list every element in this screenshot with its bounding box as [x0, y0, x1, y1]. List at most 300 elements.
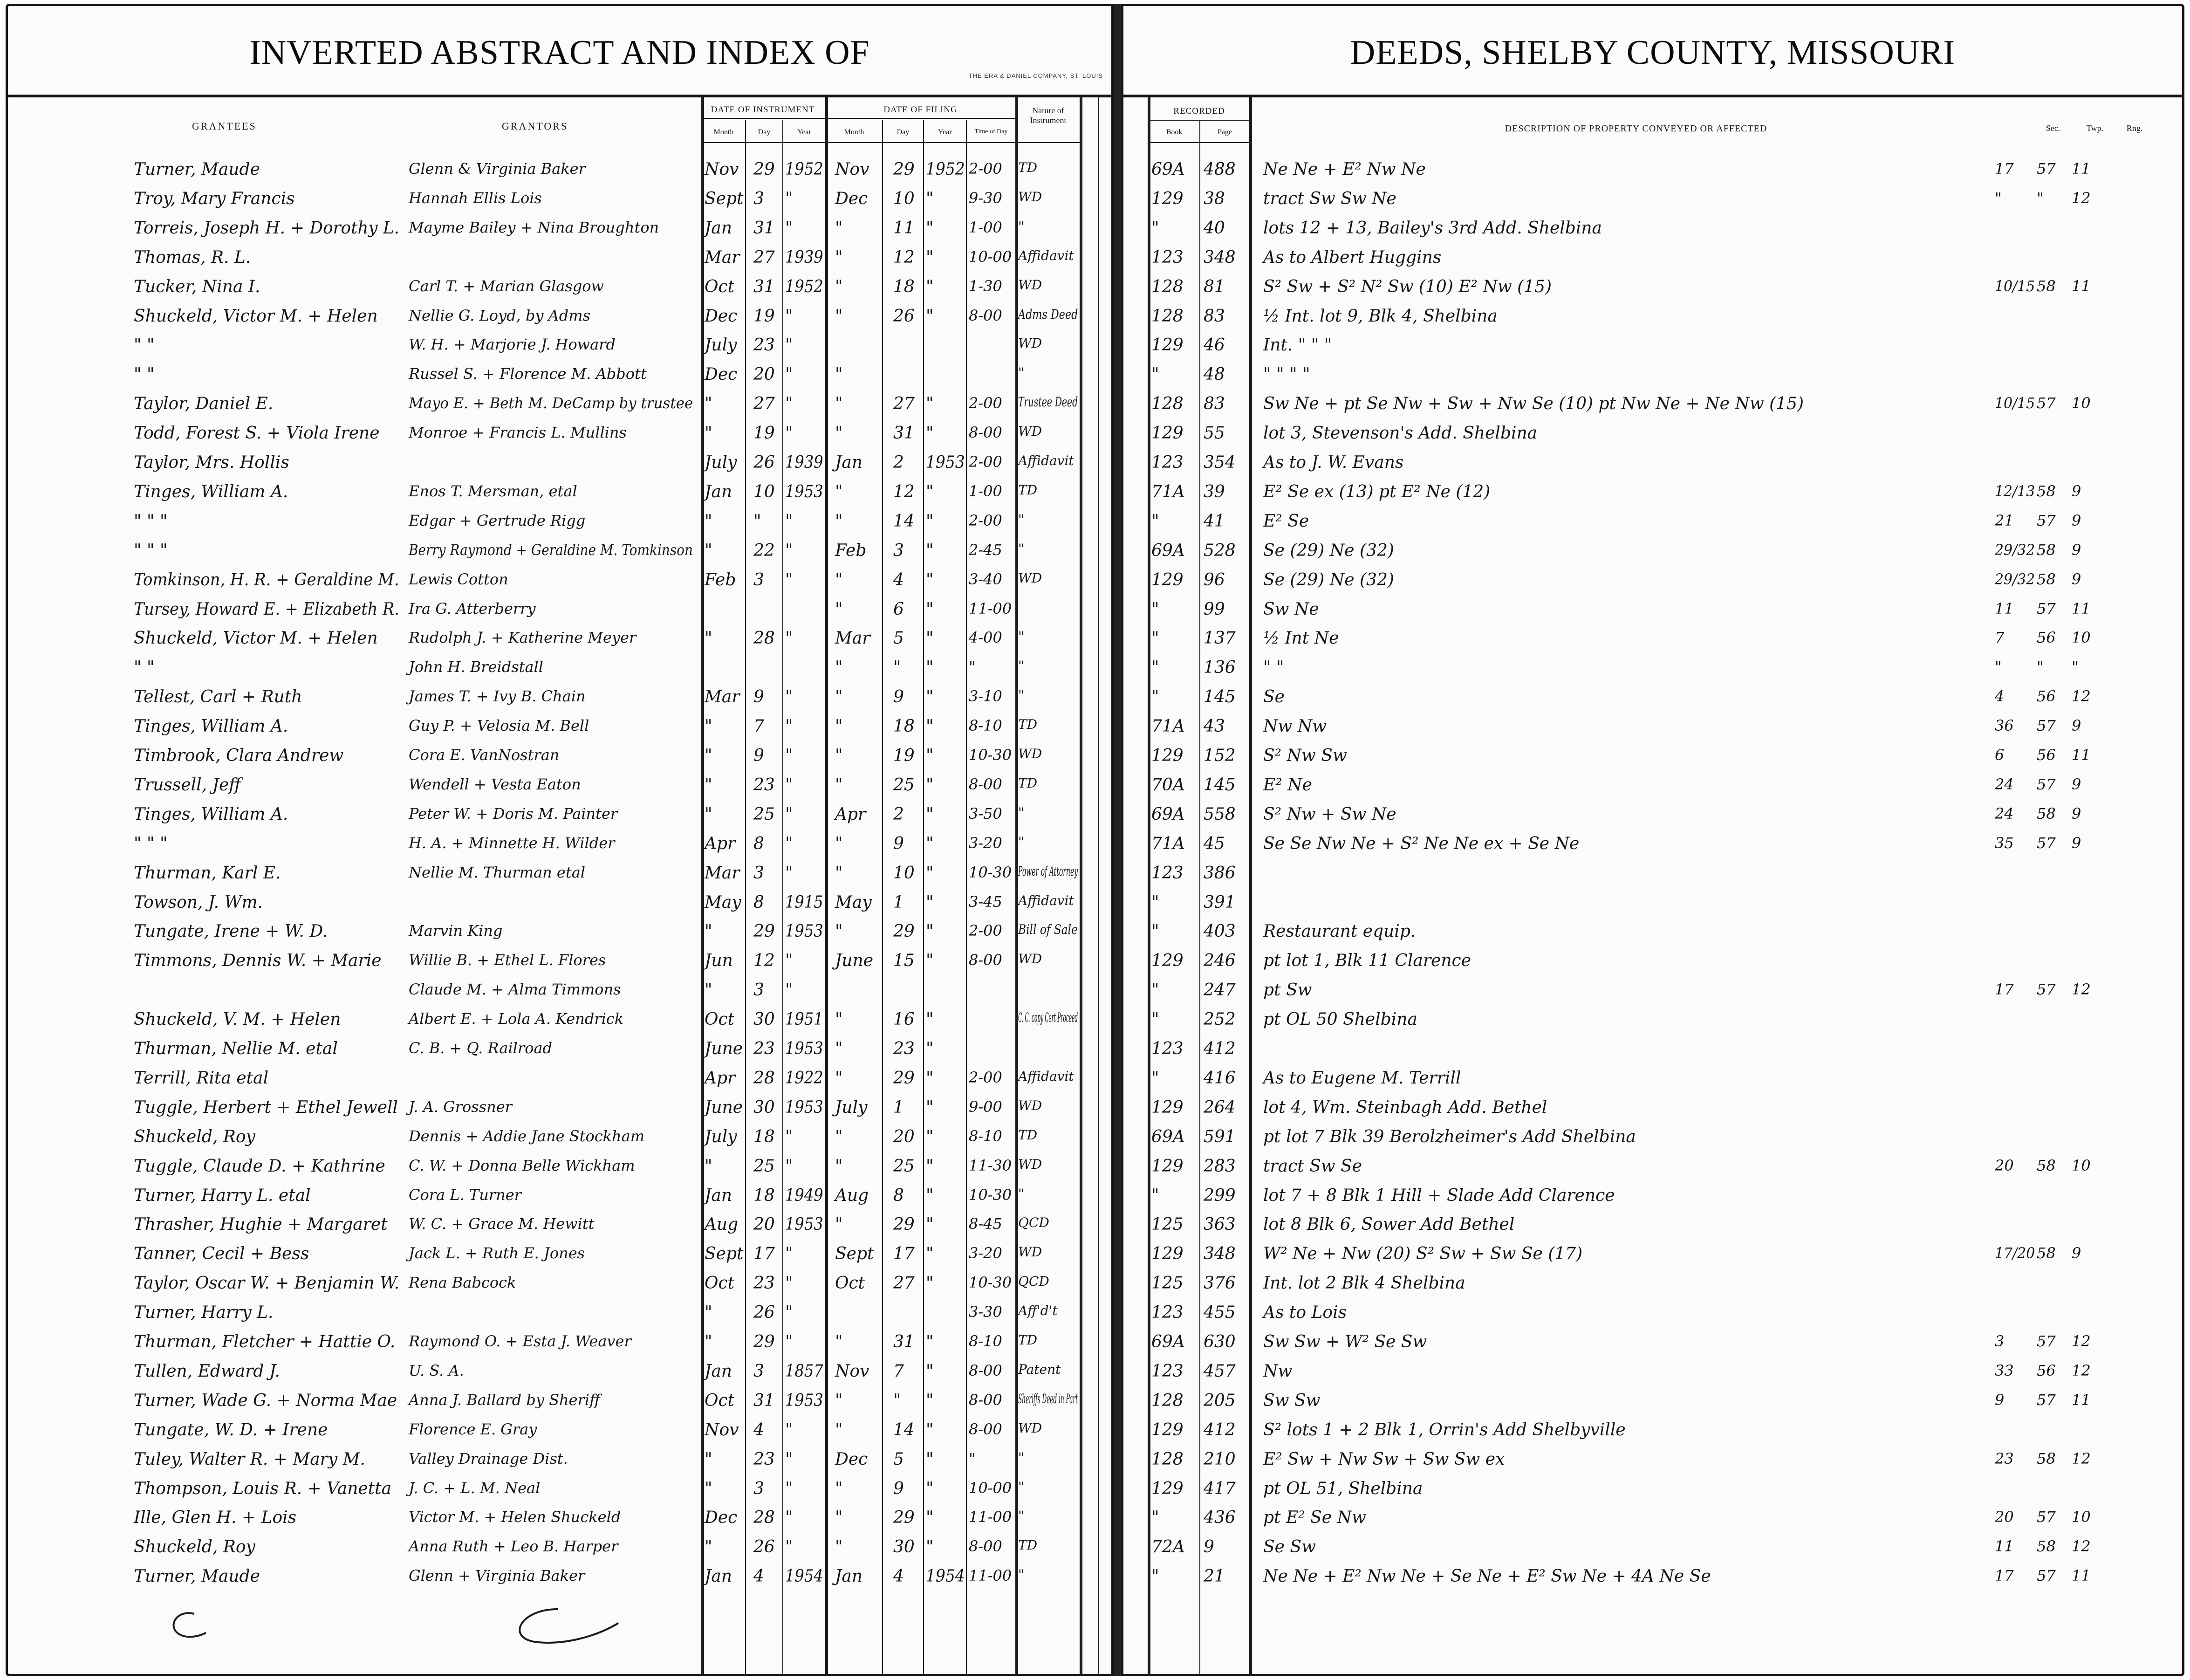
- instrument-month-cell: Oct: [705, 1274, 735, 1293]
- description-cell: S² Sw + S² N² Sw (10) E² Nw (15): [1263, 277, 1552, 296]
- rng-header: Rng.: [2126, 123, 2143, 133]
- description-cell: Nw Nw: [1263, 717, 1327, 736]
- time-of-day-cell: 8-10: [969, 1127, 1002, 1145]
- sec-cell: 20: [1995, 1156, 2014, 1174]
- instrument-day-cell: 4: [753, 1567, 764, 1586]
- filing-year-cell: ": [926, 834, 934, 853]
- instrument-year-cell: ": [785, 1449, 793, 1469]
- page-cell: 488: [1204, 160, 1236, 179]
- filing-day-cell: 15: [893, 951, 915, 971]
- grantor-cell: Wendell + Vesta Eaton: [409, 775, 581, 793]
- page-cell: 528: [1204, 541, 1236, 560]
- filing-day-cell: 27: [893, 394, 915, 414]
- time-of-day-cell: ": [969, 1449, 976, 1467]
- book-cell: 72A: [1151, 1537, 1185, 1557]
- filing-month-cell: ": [835, 1156, 843, 1176]
- book-cell: 69A: [1151, 1127, 1185, 1146]
- instrument-year-cell: ": [785, 775, 793, 795]
- pen-flourish-2: [502, 1605, 623, 1646]
- sec-cell: 12/13: [1995, 482, 2035, 500]
- description-cell: S² lots 1 + 2 Blk 1, Orrin's Add Shelbyville: [1263, 1420, 1626, 1440]
- instrument-month-cell: May: [705, 892, 741, 912]
- left-title-bar: [8, 6, 1111, 97]
- filing-month-cell: ": [835, 1068, 843, 1088]
- time-of-day-cell: 1-00: [969, 218, 1002, 236]
- instrument-year-cell: ": [785, 1156, 793, 1176]
- twp-cell: 57: [2037, 1332, 2056, 1350]
- instrument-day-cell: 23: [753, 775, 775, 795]
- grantor-cell: W. C. + Grace M. Hewitt: [409, 1215, 595, 1233]
- rule-page-desc: [1249, 97, 1252, 1674]
- inst-year-header: Year: [797, 128, 811, 136]
- instrument-month-cell: Jan: [705, 1567, 732, 1586]
- filing-year-cell: ": [926, 189, 934, 208]
- filing-month-cell: ": [835, 1215, 843, 1234]
- page-header: Page: [1217, 128, 1232, 136]
- sec-cell: 17: [1995, 160, 2014, 178]
- description-cell: S² Nw Sw: [1263, 746, 1347, 765]
- book-cell: 123: [1151, 453, 1184, 472]
- filing-month-cell: June: [835, 951, 874, 971]
- nature-cell: QCD: [1018, 1274, 1049, 1289]
- instrument-year-cell: 1951: [785, 1010, 823, 1029]
- sec-cell: 11: [1995, 599, 2014, 617]
- filing-month-cell: ": [835, 1508, 843, 1528]
- nature-cell: Affidavit: [1018, 453, 1074, 468]
- book-cell: ": [1151, 1567, 1159, 1586]
- instrument-day-cell: 7: [753, 717, 764, 736]
- grantee-cell: Troy, Mary Francis: [134, 189, 295, 208]
- instrument-month-cell: Dec: [705, 306, 738, 326]
- description-cell: As to J. W. Evans: [1263, 453, 1404, 472]
- filing-day-cell: 9: [893, 687, 904, 707]
- instrument-month-cell: Dec: [705, 1508, 738, 1528]
- instrument-day-cell: 30: [753, 1010, 775, 1029]
- filing-month-cell: ": [835, 717, 843, 736]
- instrument-day-cell: 23: [753, 1039, 775, 1058]
- filing-year-cell: ": [926, 277, 934, 296]
- instrument-year-cell: 1953: [785, 1097, 823, 1117]
- instrument-year-cell: ": [785, 189, 793, 208]
- instrument-day-cell: 19: [753, 306, 775, 326]
- filing-year-cell: ": [926, 1420, 934, 1440]
- instrument-year-cell: ": [785, 834, 793, 853]
- filing-year-cell: ": [926, 1391, 934, 1410]
- instrument-day-cell: 19: [753, 424, 775, 443]
- filing-day-cell: 6: [893, 599, 904, 619]
- rng-cell: 12: [2072, 189, 2091, 207]
- instrument-day-cell: 23: [753, 1274, 775, 1293]
- filing-day-cell: 5: [893, 629, 904, 648]
- grantor-cell: Edgar + Gertrude Rigg: [409, 511, 586, 529]
- grantee-cell: Ille, Glen H. + Lois: [134, 1508, 297, 1528]
- instrument-day-cell: 28: [753, 629, 775, 648]
- instrument-month-cell: ": [705, 541, 712, 560]
- description-cell: Se Se Nw Ne + S² Ne Ne ex + Se Ne: [1263, 834, 1580, 853]
- book-gutter: [1114, 4, 1121, 1676]
- filing-year-cell: ": [926, 1449, 934, 1469]
- sec-cell: ": [1995, 658, 2002, 676]
- rng-cell: 10: [2072, 1508, 2091, 1526]
- filing-month-cell: July: [835, 1097, 868, 1117]
- page-cell: 283: [1204, 1156, 1236, 1176]
- book-cell: 123: [1151, 1039, 1184, 1058]
- sec-cell: 21: [1995, 511, 2014, 529]
- instrument-year-cell: ": [785, 981, 793, 1000]
- instrument-day-cell: 29: [753, 922, 775, 941]
- filing-month-cell: ": [835, 247, 843, 267]
- grantor-cell: J. A. Grossner: [409, 1097, 512, 1116]
- grantee-cell: Thrasher, Hughie + Margaret: [134, 1215, 388, 1234]
- instrument-month-cell: Mar: [705, 247, 740, 267]
- grantors-header: GRANTORS: [502, 120, 568, 132]
- instrument-month-cell: ": [705, 981, 712, 1000]
- filing-year-cell: ": [926, 424, 934, 443]
- page-cell: 299: [1204, 1186, 1236, 1205]
- instrument-year-cell: ": [785, 863, 793, 883]
- instrument-month-cell: Aug: [705, 1215, 739, 1234]
- instrument-month-cell: Jan: [705, 218, 732, 238]
- rule-inst-day: [782, 120, 783, 1674]
- filing-year-cell: ": [926, 1068, 934, 1088]
- ledger-book: [6, 4, 2184, 1676]
- grantee-cell: Taylor, Mrs. Hollis: [134, 453, 289, 472]
- book-cell: ": [1151, 1186, 1159, 1205]
- twp-cell: 58: [2037, 1537, 2056, 1556]
- grantee-cell: " ": [134, 336, 155, 355]
- twp-cell: 58: [2037, 1244, 2056, 1262]
- filing-day-cell: 7: [893, 1361, 904, 1381]
- right-title-bar: [1123, 6, 2182, 97]
- nature-cell: TD: [1018, 482, 1038, 498]
- grantee-cell: Shuckeld, Victor M. + Helen: [134, 629, 378, 648]
- rule-filing-nature: [1015, 97, 1018, 1674]
- book-cell: ": [1151, 892, 1159, 912]
- description-cell: W² Ne + Nw (20) S² Sw + Sw Se (17): [1263, 1244, 1583, 1264]
- instrument-month-cell: June: [705, 1039, 743, 1058]
- instrument-month-cell: Oct: [705, 1391, 735, 1410]
- description-cell: pt lot 7 Blk 39 Berolzheimer's Add Shelbina: [1263, 1127, 1636, 1146]
- rng-cell: 11: [2072, 746, 2091, 764]
- time-of-day-cell: 1-30: [969, 277, 1002, 295]
- filing-day-cell: 19: [893, 746, 915, 765]
- grantor-cell: Marvin King: [409, 922, 503, 940]
- nature-cell: Affidavit: [1018, 1068, 1074, 1084]
- instrument-year-cell: ": [785, 541, 793, 560]
- description-cell: Ne Ne + E² Nw Ne: [1263, 160, 1426, 179]
- grantor-cell: Monroe + Francis L. Mullins: [409, 424, 627, 442]
- instrument-year-cell: ": [785, 218, 793, 238]
- filing-day-cell: 20: [893, 1127, 915, 1146]
- instrument-day-cell: 17: [753, 1244, 775, 1264]
- page-cell: 391: [1204, 892, 1236, 912]
- grantee-cell: Tuggle, Herbert + Ethel Jewell: [134, 1097, 398, 1117]
- instrument-month-cell: ": [705, 394, 712, 414]
- instrument-month-cell: July: [705, 336, 737, 355]
- sec-header: Sec.: [2046, 123, 2060, 133]
- nature-cell: ": [1018, 1508, 1024, 1524]
- rng-cell: 11: [2072, 1567, 2091, 1585]
- rng-cell: 9: [2072, 541, 2081, 559]
- filing-day-cell: 30: [893, 1537, 915, 1557]
- twp-cell: 57: [2037, 511, 2056, 529]
- rule-file-month: [882, 120, 883, 1674]
- nature-cell: TD: [1018, 1127, 1038, 1143]
- filing-year-cell: ": [926, 1332, 934, 1351]
- instrument-day-cell: 3: [753, 981, 764, 1000]
- description-header: DESCRIPTION OF PROPERTY CONVEYED OR AFFECTED: [1505, 123, 1767, 134]
- instrument-day-cell: 18: [753, 1186, 775, 1205]
- filing-day-cell: 29: [893, 160, 915, 179]
- rng-cell: 9: [2072, 511, 2081, 529]
- filing-day-cell: 27: [893, 1274, 915, 1293]
- description-cell: pt OL 51, Shelbina: [1263, 1479, 1423, 1498]
- filing-day-cell: 25: [893, 1156, 915, 1176]
- filing-month-cell: ": [835, 1332, 843, 1351]
- filing-day-cell: 26: [893, 306, 915, 326]
- instrument-day-cell: 18: [753, 1127, 775, 1146]
- grantee-cell: Trussell, Jeff: [134, 775, 241, 795]
- instrument-year-cell: 1857: [785, 1361, 823, 1381]
- filing-year-cell: ": [926, 482, 934, 501]
- grantor-cell: Nellie G. Loyd, by Adms: [409, 306, 591, 324]
- time-of-day-cell: 3-50: [969, 804, 1002, 823]
- filing-year-cell: ": [926, 1156, 934, 1176]
- page-cell: 412: [1204, 1039, 1236, 1058]
- nature-cell: ": [1018, 1186, 1024, 1201]
- twp-cell: 57: [2037, 717, 2056, 735]
- page-cell: 39: [1204, 482, 1225, 501]
- instrument-day-cell: 10: [753, 482, 775, 501]
- instrument-day-cell: 28: [753, 1508, 775, 1528]
- filing-day-cell: 4: [893, 1567, 904, 1586]
- book-cell: ": [1151, 1010, 1159, 1029]
- nature-cell: ": [1018, 629, 1024, 645]
- time-of-day-cell: 2-00: [969, 922, 1002, 940]
- instrument-month-cell: ": [705, 511, 712, 531]
- filing-month-cell: ": [835, 277, 843, 296]
- instrument-month-cell: Apr: [705, 834, 736, 853]
- instrument-month-cell: ": [705, 424, 712, 443]
- grantor-cell: Anna J. Ballard by Sheriff: [409, 1391, 600, 1409]
- book-cell: 125: [1151, 1274, 1184, 1293]
- grantor-cell: Russel S. + Florence M. Abbott: [409, 365, 647, 383]
- instrument-month-cell: ": [705, 804, 712, 824]
- twp-cell: 56: [2037, 629, 2056, 647]
- instrument-day-cell: 29: [753, 1332, 775, 1351]
- page-cell: 81: [1204, 277, 1225, 296]
- instrument-month-cell: Dec: [705, 365, 738, 384]
- inst-month-header: Month: [713, 128, 734, 136]
- instrument-year-cell: ": [785, 511, 793, 531]
- description-cell: Se: [1263, 687, 1285, 707]
- rule-nature-end: [1080, 97, 1082, 1674]
- sec-cell: 24: [1995, 804, 2014, 823]
- grantor-cell: Glenn + Virginia Baker: [409, 1567, 585, 1585]
- instrument-day-cell: 30: [753, 1097, 775, 1117]
- instrument-year-cell: 1953: [785, 482, 823, 501]
- instrument-year-cell: ": [785, 306, 793, 326]
- instrument-year-cell: ": [785, 336, 793, 355]
- filing-month-cell: ": [835, 511, 843, 531]
- filing-month-cell: ": [835, 1391, 843, 1410]
- book-cell: 123: [1151, 1361, 1184, 1381]
- twp-cell: 56: [2037, 1361, 2056, 1379]
- time-of-day-cell: 10-30: [969, 746, 1012, 764]
- instrument-month-cell: Apr: [705, 1068, 736, 1088]
- filing-day-cell: 16: [893, 1010, 915, 1029]
- grantee-cell: " ": [134, 658, 155, 678]
- description-cell: Se Sw: [1263, 1537, 1316, 1557]
- grantor-cell: John H. Breidstall: [409, 658, 544, 676]
- rule-margin: [1098, 97, 1099, 1674]
- grantee-cell: Tullen, Edward J.: [134, 1361, 280, 1381]
- filing-month-cell: ": [835, 687, 843, 707]
- twp-cell: 57: [2037, 394, 2056, 412]
- grantee-cell: Shuckeld, Roy: [134, 1537, 255, 1557]
- grantee-cell: Tucker, Nina I.: [134, 277, 260, 296]
- description-cell: tract Sw Se: [1263, 1156, 1362, 1176]
- filing-day-cell: 10: [893, 863, 915, 883]
- time-of-day-cell: 10-30: [969, 1274, 1012, 1292]
- instrument-year-cell: 1953: [785, 1215, 823, 1234]
- page-cell: 247: [1204, 981, 1236, 1000]
- instrument-month-cell: Jun: [705, 951, 733, 971]
- page-cell: 348: [1204, 247, 1236, 267]
- sec-cell: 23: [1995, 1449, 2014, 1467]
- grantor-cell: Valley Drainage Dist.: [409, 1449, 568, 1467]
- filing-year-cell: ": [926, 1127, 934, 1146]
- description-cell: Restaurant equip.: [1263, 922, 1416, 941]
- description-cell: Nw: [1263, 1361, 1293, 1381]
- description-cell: ½ Int. lot 9, Blk 4, Shelbina: [1263, 306, 1498, 326]
- filing-year-cell: ": [926, 570, 934, 590]
- time-of-day-cell: 8-00: [969, 1537, 1002, 1556]
- nature-cell: ": [1018, 834, 1024, 850]
- time-of-day-cell: 2-00: [969, 1068, 1002, 1086]
- filing-month-cell: ": [835, 365, 843, 384]
- grantee-cell: Thurman, Fletcher + Hattie O.: [134, 1332, 396, 1351]
- grantee-cell: Turner, Maude: [134, 1567, 260, 1586]
- instrument-day-cell: 28: [753, 1068, 775, 1088]
- page-cell: 21: [1204, 1567, 1225, 1586]
- rule-inst-filing: [825, 97, 828, 1674]
- grantor-cell: Mayo E. + Beth M. DeCamp by trustee: [409, 394, 693, 412]
- page-cell: 43: [1204, 717, 1225, 736]
- instrument-month-cell: ": [705, 922, 712, 941]
- book-cell: ": [1151, 981, 1159, 1000]
- grantor-cell: Glenn & Virginia Baker: [409, 160, 586, 178]
- instrument-day-cell: 20: [753, 1215, 775, 1234]
- filing-day-cell: 9: [893, 834, 904, 853]
- grantor-cell: Florence E. Gray: [409, 1420, 537, 1438]
- book-cell: 69A: [1151, 160, 1185, 179]
- page-cell: 417: [1204, 1479, 1236, 1498]
- instrument-year-cell: 1939: [785, 453, 823, 472]
- description-cell: Sw Ne: [1263, 599, 1319, 619]
- book-cell: 129: [1151, 1244, 1184, 1264]
- instrument-year-cell: ": [785, 1274, 793, 1293]
- rng-cell: 10: [2072, 1156, 2091, 1174]
- filing-day-cell: 29: [893, 1508, 915, 1528]
- page-cell: 136: [1204, 658, 1236, 678]
- book-header: Book: [1166, 128, 1183, 136]
- instrument-day-cell: 22: [753, 541, 775, 560]
- twp-header: Twp.: [2086, 123, 2104, 133]
- page-cell: 83: [1204, 394, 1225, 414]
- book-cell: 69A: [1151, 804, 1185, 824]
- filing-month-cell: ": [835, 306, 843, 326]
- page-cell: 83: [1204, 306, 1225, 326]
- grantee-cell: Tomkinson, H. R. + Geraldine M.: [134, 570, 399, 590]
- rng-cell: 12: [2072, 1361, 2091, 1379]
- page-cell: 46: [1204, 336, 1225, 355]
- rng-cell: 11: [2072, 277, 2091, 295]
- book-cell: ": [1151, 218, 1159, 238]
- nature-cell: Adms Deed: [1018, 306, 1078, 322]
- sec-cell: 36: [1995, 717, 2014, 735]
- filing-day-cell: ": [893, 1391, 901, 1410]
- grantor-cell: Guy P. + Velosia M. Bell: [409, 717, 589, 735]
- nature-cell: TD: [1018, 775, 1038, 791]
- twp-cell: 58: [2037, 277, 2056, 295]
- filing-year-cell: ": [926, 541, 934, 560]
- instrument-month-cell: ": [705, 775, 712, 795]
- instrument-day-cell: 9: [753, 746, 764, 765]
- page-cell: 38: [1204, 189, 1225, 208]
- instrument-year-cell: ": [785, 804, 793, 824]
- instrument-month-cell: ": [705, 629, 712, 648]
- grantee-cell: Shuckeld, V. M. + Helen: [134, 1010, 341, 1029]
- sec-cell: 11: [1995, 1537, 2014, 1556]
- time-of-day-cell: 8-10: [969, 717, 1002, 735]
- filing-year-cell: ": [926, 218, 934, 238]
- description-cell: lots 12 + 13, Bailey's 3rd Add. Shelbina: [1263, 218, 1602, 238]
- time-of-day-cell: 3-30: [969, 1303, 1002, 1321]
- grantor-cell: Raymond O. + Esta J. Weaver: [409, 1332, 631, 1350]
- filing-month-cell: Dec: [835, 1449, 868, 1469]
- instrument-day-cell: 3: [753, 1479, 764, 1498]
- book-cell: 71A: [1151, 482, 1185, 501]
- instrument-day-cell: 27: [753, 394, 775, 414]
- book-cell: 128: [1151, 1391, 1184, 1410]
- rng-cell: 9: [2072, 482, 2081, 500]
- book-cell: 129: [1151, 951, 1184, 971]
- grantor-cell: Cora E. VanNostran: [409, 746, 560, 764]
- instrument-month-cell: Mar: [705, 863, 740, 883]
- page-cell: 41: [1204, 511, 1225, 531]
- nature-cell: WD: [1018, 746, 1042, 761]
- filing-day-cell: 8: [893, 1186, 904, 1205]
- rng-cell: 9: [2072, 804, 2081, 823]
- filing-month-cell: ": [835, 1420, 843, 1440]
- instrument-day-cell: 3: [753, 570, 764, 590]
- filing-year-cell: ": [926, 1215, 934, 1234]
- filing-year-cell: ": [926, 804, 934, 824]
- filing-year-cell: ": [926, 306, 934, 326]
- sec-cell: 10/15: [1995, 394, 2035, 412]
- nature-cell: Trustee Deed: [1018, 394, 1078, 410]
- instrument-month-cell: ": [705, 717, 712, 736]
- right-page-title: DEEDS, SHELBY COUNTY, MISSOURI: [1350, 34, 1956, 72]
- filing-year-cell: ": [926, 629, 934, 648]
- instrument-day-cell: 27: [753, 247, 775, 267]
- filing-year-cell: ": [926, 1537, 934, 1557]
- instrument-year-cell: ": [785, 1127, 793, 1146]
- filing-month-cell: May: [835, 892, 872, 912]
- rng-cell: 12: [2072, 1332, 2091, 1350]
- book-cell: 123: [1151, 1303, 1184, 1323]
